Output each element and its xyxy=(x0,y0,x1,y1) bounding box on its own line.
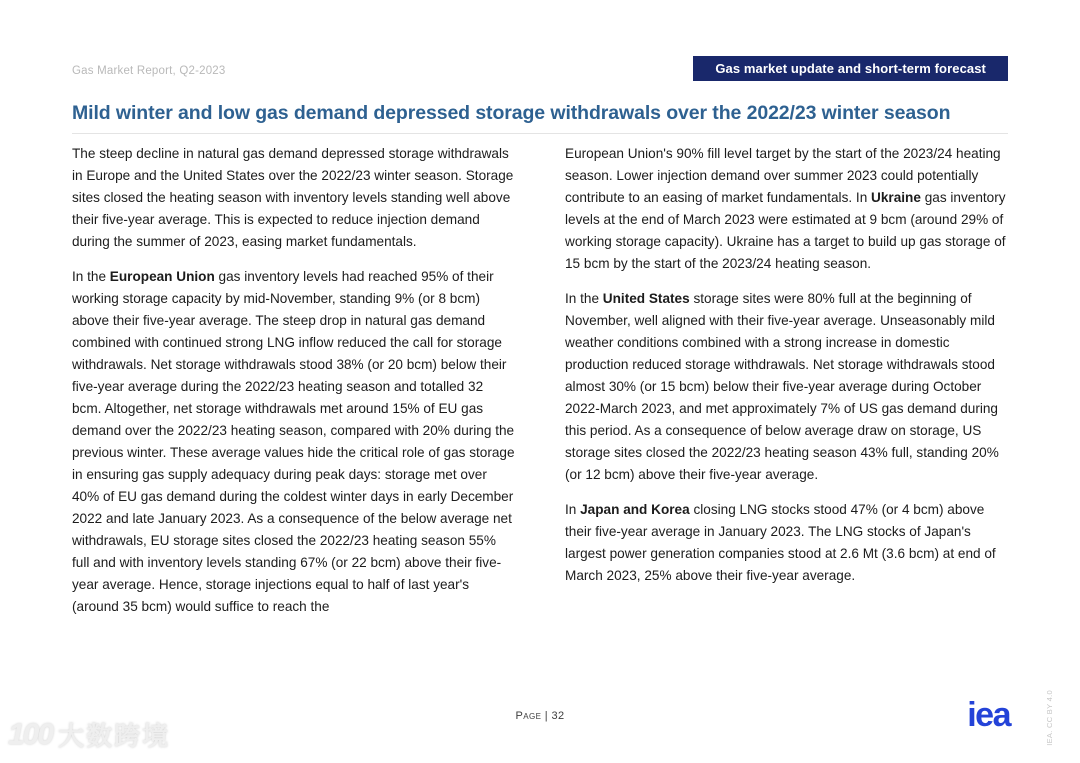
watermark-logo-icon: 100 xyxy=(8,717,53,751)
paragraph-text: The steep decline in natural gas demand depressed storage withdrawals in Europe and the United States over the 2022/23 winter season. Storage sites closed the heating season with inventory levels standing well above their five-year average. This is expected to reduce injection demand during the summer of 2023, easing market fundamentals. xyxy=(72,146,514,249)
report-title: Gas Market Report, Q2-2023 xyxy=(72,65,226,77)
paragraph-japan-korea xyxy=(565,499,1008,587)
paragraph-european-union xyxy=(72,266,515,618)
paragraph-text: closing LNG stocks stood 47% (or 4 bcm) above their five-year average in January 2023. The LNG stocks of Japan's largest power generation companies stood at 2.6 Mt (3.6 bcm) at end of March 2023, 25% above their five-year average. xyxy=(565,502,996,583)
page-number: Page | 32 xyxy=(515,710,565,722)
right-column xyxy=(565,143,1008,631)
paragraph-text: gas inventory levels had reached 95% of their working storage capacity by mid-November, standing 9% (or 8 bcm) above their five-year average. The steep drop in natural gas demand combined with continued strong LNG inflow reduced the call for storage withdrawals. Net storage withdrawals stood 38% (or 20 bcm) below their five-year average during the 2022/23 heating season and totalled 32 bcm. Altogether, net storage withdrawals met around 15% of EU gas demand over the 2022/23 heating season, compared with 20% during the previous winter. These average values hide the critical role of gas storage in ensuring gas supply adequacy during peak days: storage met over 40% of EU gas demand during the coldest winter days in early December 2022 and late January 2023. As a consequence of the below average net withdrawals, EU storage sites closed the 2022/23 heating season 55% full and with inventory levels standing 67% (or 22 bcm) above their five-year average. Hence, storage injections equal to half of last year's (around 35 bcm) would suffice to reach the xyxy=(72,269,515,614)
license-text: IEA. CC BY 4.0 xyxy=(1045,690,1054,746)
page-headline: Mild winter and low gas demand depressed storage withdrawals over the 2022/23 winter season xyxy=(72,102,1008,134)
bold-term-european-union: European Union xyxy=(109,269,215,284)
iea-logo: iea xyxy=(967,696,1010,734)
paragraph-intro xyxy=(72,143,515,253)
section-badge: Gas market update and short-term forecast xyxy=(693,56,1008,81)
article-body xyxy=(72,143,1008,631)
paragraph-text: In the xyxy=(72,269,110,284)
watermark xyxy=(8,716,170,753)
paragraph-text: storage sites were 80% full at the beginning of November, well aligned with their five-year average. Unseasonably mild weather conditions combined with a strong increase in domestic production reduced storage withdrawals. Net storage withdrawals stood almost 30% (or 15 bcm) below their five-year average during October 2022-March 2023, and met approximately 7% of US gas demand during this period. As a consequence of below average draw on storage, US storage sites closed the 2022/23 heating season 43% full, standing 20% (or 12 bcm) above their five-year average. xyxy=(565,291,999,482)
paragraph-ukraine xyxy=(565,143,1008,275)
paragraph-text: In the xyxy=(565,291,603,306)
bold-term-united-states: United States xyxy=(602,291,690,306)
left-column xyxy=(72,143,515,631)
paragraph-united-states xyxy=(565,288,1008,486)
bold-term-ukraine: Ukraine xyxy=(871,190,921,205)
watermark-text: 大数跨境 xyxy=(58,721,171,751)
paragraph-text: In xyxy=(565,502,581,517)
paragraph-text: gas inventory levels at the end of March 2023 were estimated at 9 bcm (around 29% of working storage capacity). Ukraine has a target to build up gas storage of 15 bcm by the start of the 2023/24 heating season. xyxy=(565,190,1006,271)
bold-term-japan-korea: Japan and Korea xyxy=(580,502,690,517)
paragraph-text: European Union's 90% fill level target by the start of the 2023/24 heating season. Lower injection demand over summer 2023 could potentially contribute to an easing of market fundamentals. In xyxy=(565,146,1001,205)
